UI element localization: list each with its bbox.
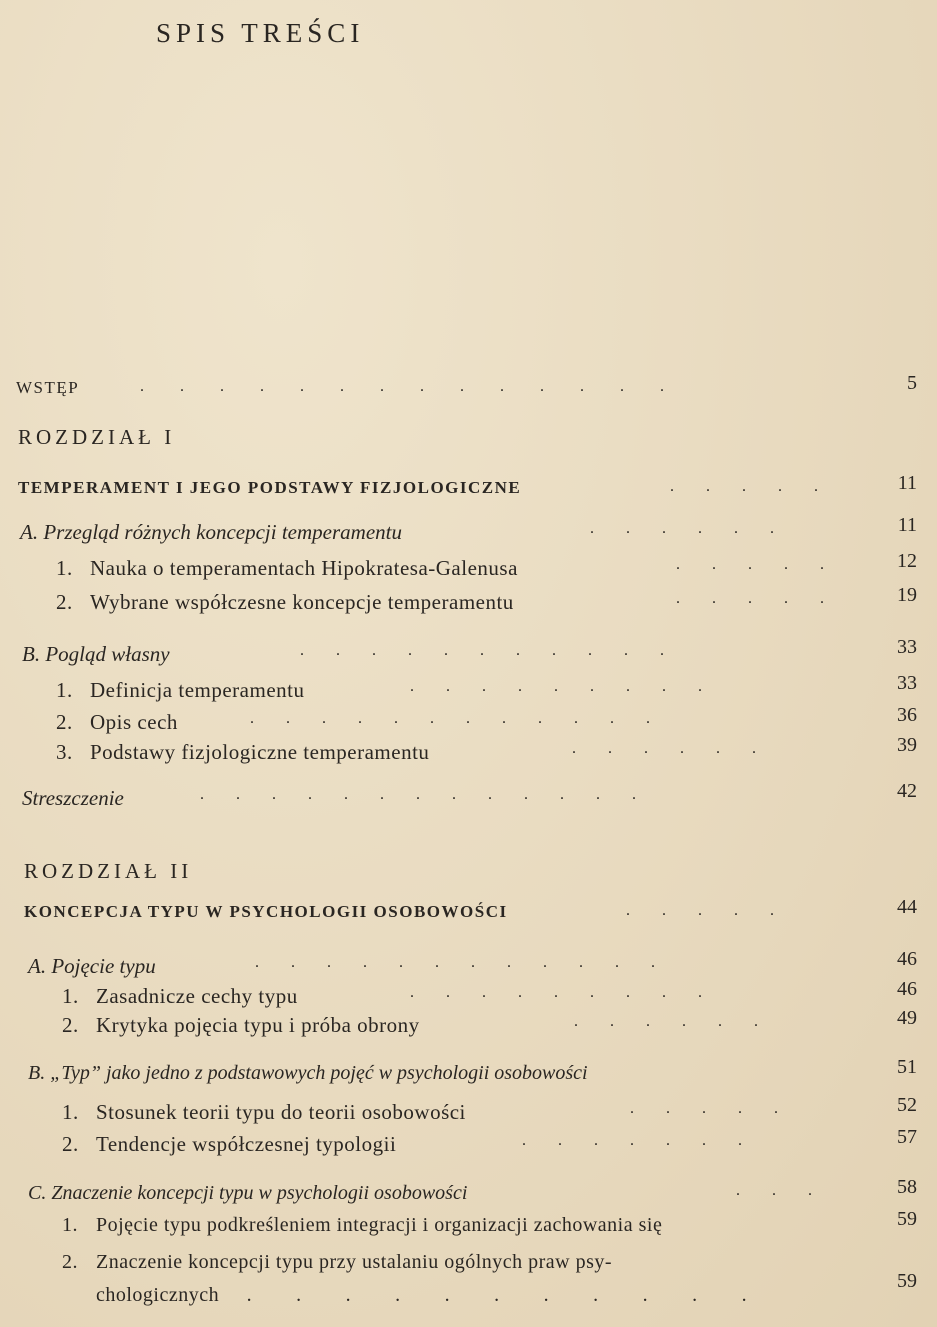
item-number: 2. <box>56 710 73 734</box>
toc-label <box>56 678 305 703</box>
item-label: Podstawy fizjologiczne temperamentu <box>90 740 430 764</box>
item-label: Wybrane współczesne koncepcje temperamentu <box>90 590 514 614</box>
dot-leader: . . . . . . . . . . . . . . <box>140 378 664 395</box>
page-title: SPIS TREŚCI <box>156 18 365 48</box>
toc-page-number: 46 <box>897 948 917 970</box>
dot-leader: . . . . . . . <box>522 1132 742 1149</box>
item-number: 3. <box>56 740 73 764</box>
toc-entry-subsection[interactable] <box>0 584 937 620</box>
item-number: 2. <box>62 1013 79 1037</box>
toc-entry-section[interactable] <box>0 514 937 550</box>
dot-leader: . . . . . . . . . . . <box>300 642 664 659</box>
toc-label <box>56 710 178 735</box>
toc-entry-intro[interactable] <box>0 372 937 408</box>
item-label: Pojęcie typu podkreśleniem integracji i organizacji zachowania się <box>96 1214 663 1236</box>
toc-label <box>56 740 429 765</box>
toc-entry-chapter-title[interactable] <box>0 472 937 508</box>
toc-entry-subsection[interactable] <box>0 978 937 1014</box>
chapter-heading: ROZDZIAŁ I <box>18 425 176 449</box>
toc-entry-subsection[interactable] <box>0 1094 937 1130</box>
dot-leader: . . . . . . . . . . . . . <box>200 786 636 803</box>
toc-entry-subsection[interactable] <box>0 1208 937 1244</box>
toc-page-number: 59 <box>897 1270 917 1292</box>
toc-label: A. Przegląd różnych koncepcji temperamentu <box>20 520 402 544</box>
item-number: 1. <box>62 1100 79 1124</box>
dot-leader: . . . . . <box>630 1100 778 1117</box>
toc-label <box>62 1246 747 1312</box>
dot-leader: . . . . . <box>626 902 774 919</box>
dot-leader: . . . . . <box>676 556 824 573</box>
item-label: Krytyka pojęcia typu i próba obrony <box>96 1013 420 1037</box>
toc-entry-section[interactable] <box>0 1176 937 1212</box>
item-label: Definicja temperamentu <box>90 678 305 702</box>
toc-page-number: 51 <box>897 1056 917 1078</box>
toc-label: C. Znaczenie koncepcji typu w psychologii osobowości <box>28 1182 468 1204</box>
toc-entry-subsection[interactable] <box>0 734 937 770</box>
toc-label <box>56 556 518 581</box>
toc-page-number: 59 <box>897 1208 917 1230</box>
item-label: Zasadnicze cechy typu <box>96 984 298 1008</box>
item-label: Znaczenie koncepcji typu przy ustalaniu ogólnych praw psy- <box>96 1251 613 1273</box>
item-label-continuation: chologicznych <box>96 1284 220 1306</box>
item-number: 1. <box>56 678 73 702</box>
dot-leader: . . . . . . . . . . . . <box>255 954 655 971</box>
toc-page-number: 52 <box>897 1094 917 1116</box>
toc-entry-subsection[interactable] <box>0 1246 937 1312</box>
item-number: 2. <box>62 1251 78 1273</box>
toc-label <box>62 1013 420 1038</box>
toc-page-number: 46 <box>897 978 917 1000</box>
toc-label <box>56 590 514 615</box>
toc-entry-subsection[interactable] <box>0 550 937 586</box>
toc-label <box>62 1214 662 1237</box>
toc-page-number: 33 <box>897 672 917 694</box>
item-label: Nauka o temperamentach Hipokratesa-Galenusa <box>90 556 518 580</box>
toc-entry-subsection[interactable] <box>0 1126 937 1162</box>
toc-page-number: 44 <box>897 896 917 918</box>
toc-page-number: 12 <box>897 550 917 572</box>
toc-label: Streszczenie <box>22 786 124 810</box>
toc-page-number: 36 <box>897 704 917 726</box>
item-number: 1. <box>62 1214 78 1236</box>
toc-label: WSTĘP <box>16 378 80 397</box>
toc-page-number: 49 <box>897 1007 917 1029</box>
toc-page-number: 11 <box>897 514 917 536</box>
toc-entry-section[interactable] <box>0 1056 937 1092</box>
item-label: Tendencje współczesnej typologii <box>96 1132 397 1156</box>
toc-label <box>62 984 298 1009</box>
toc-entry-summary[interactable] <box>0 780 937 816</box>
toc-entry-subsection[interactable] <box>0 704 937 740</box>
toc-page-number: 42 <box>897 780 917 802</box>
toc-label: B. Pogląd własny <box>22 642 170 666</box>
dot-leader: . . . . . . <box>572 740 756 757</box>
item-label: Stosunek teorii typu do teorii osobowości <box>96 1100 466 1124</box>
toc-label: TEMPERAMENT I JEGO PODSTAWY FIZJOLOGICZNE <box>18 478 522 497</box>
toc-page-number: 39 <box>897 734 917 756</box>
toc-label <box>62 1132 396 1157</box>
item-number: 1. <box>56 556 73 580</box>
toc-page-number: 33 <box>897 636 917 658</box>
toc-label: KONCEPCJA TYPU W PSYCHOLOGII OSOBOWOŚCI <box>24 902 508 921</box>
toc-page-number: 19 <box>897 584 917 606</box>
item-number: 2. <box>56 590 73 614</box>
toc-entry-subsection[interactable] <box>0 1007 937 1043</box>
toc-label <box>62 1100 466 1125</box>
toc-page-number: 5 <box>907 372 917 394</box>
toc-entry-chapter-title[interactable] <box>0 896 937 932</box>
dot-leader: . . . . . <box>676 590 824 607</box>
toc-entry-subsection[interactable] <box>0 672 937 708</box>
dot-leader: . . . . . <box>670 478 818 495</box>
toc-entry-section[interactable] <box>0 636 937 672</box>
toc-label: A. Pojęcie typu <box>28 954 156 978</box>
item-number: 2. <box>62 1132 79 1156</box>
chapter-heading: ROZDZIAŁ II <box>24 859 193 883</box>
toc-label: B. „Typ” jako jedno z podstawowych pojęć w psychologii osobowości <box>28 1062 588 1084</box>
item-number: 1. <box>62 984 79 1008</box>
dot-leader: . . . . . . <box>574 1013 758 1030</box>
toc-entry-section[interactable] <box>0 948 937 984</box>
toc-page-number: 58 <box>897 1176 917 1198</box>
dot-leader: . . . <box>736 1182 812 1199</box>
dot-leader: . . . . . . . . . . . <box>219 1284 748 1306</box>
dot-leader: . . . . . . . . . <box>410 678 702 695</box>
dot-leader: . . . . . . <box>590 520 774 537</box>
toc-page-number: 11 <box>897 472 917 494</box>
item-label: Opis cech <box>90 710 178 734</box>
dot-leader: . . . . . . . . . . . . <box>250 710 650 727</box>
dot-leader: . . . . . . . . . <box>410 984 702 1001</box>
toc-page-number: 57 <box>897 1126 917 1148</box>
